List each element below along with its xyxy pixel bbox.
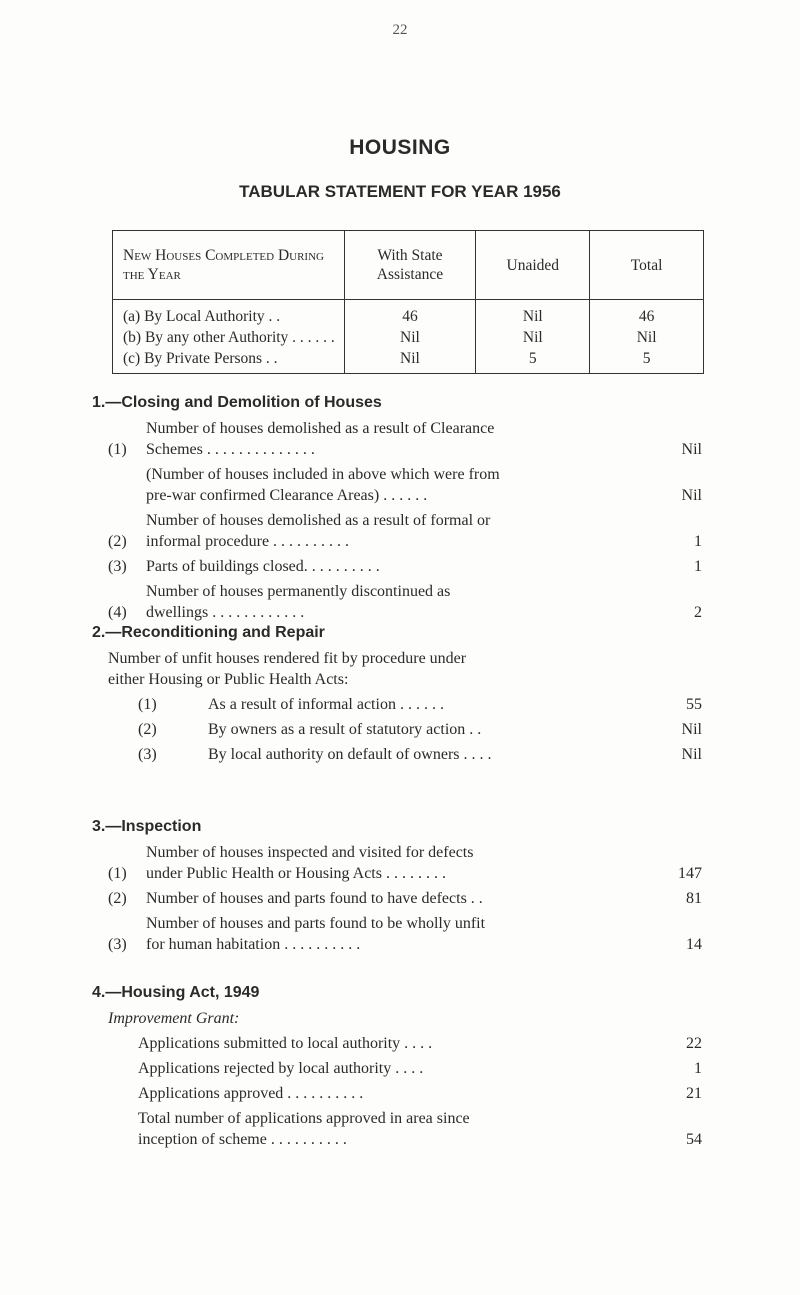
item-number: (1): [138, 696, 157, 713]
item-text: Number of houses demolished as a result of formal or informal procedure . . . . . . . . . .: [146, 512, 491, 550]
item-value: Nil: [681, 487, 702, 504]
item-text: Total number of applications approved in area since inception of scheme . . . . . . . . . .: [138, 1110, 470, 1148]
item-text: By local authority on default of owners . . . .: [208, 746, 492, 763]
row-label: (a) By Local Authority . .: [113, 300, 345, 328]
cell-total: Nil: [590, 327, 704, 348]
item-text: Applications submitted to local authority . . . .: [138, 1035, 433, 1052]
cell-total: 46: [590, 300, 704, 328]
page-subtitle: TABULAR STATEMENT FOR YEAR 1956: [239, 182, 561, 201]
item-value: 54: [686, 1131, 702, 1148]
item-value: 147: [678, 865, 702, 882]
item-value: 22: [686, 1035, 702, 1052]
item-text: Number of houses and parts found to be wholly unfit for human habitation . . . . . . . . . .: [146, 915, 486, 953]
section-heading: 2.—Reconditioning and Repair: [92, 624, 325, 641]
item-text: (Number of houses included in above which were from pre-war confirmed Clearance Areas) . . . . . .: [146, 466, 500, 504]
item-value: 21: [686, 1085, 702, 1102]
item-value: 2: [694, 604, 702, 621]
item-text: By owners as a result of statutory action . .: [208, 721, 482, 738]
header-state-assistance: With State Assistance: [344, 231, 476, 300]
list-item: [92, 464, 702, 506]
item-text: Parts of buildings closed. . . . . . . . . .: [146, 558, 380, 575]
item-text: Applications approved . . . . . . . . . .: [138, 1085, 364, 1102]
page-number: 22: [392, 22, 408, 38]
cell-total: 5: [590, 348, 704, 374]
header-new-houses: New Houses Completed During the Year: [113, 231, 345, 300]
item-text: Applications rejected by local authority . . . .: [138, 1060, 424, 1077]
list-item: [92, 1033, 702, 1054]
table-header-row: [113, 231, 704, 300]
cell-unaided: 5: [476, 348, 590, 374]
page-title: HOUSING: [349, 136, 451, 159]
list-item: [92, 556, 702, 577]
item-number: (3): [108, 936, 127, 953]
header-total: Total: [590, 231, 704, 300]
item-value: 1: [694, 533, 702, 550]
section-intro: Number of unfit houses rendered fit by procedure under either Housing or Public Health Acts:: [108, 650, 467, 688]
section-subheading: Improvement Grant:: [108, 1010, 240, 1027]
item-value: Nil: [681, 441, 702, 458]
item-value: 1: [694, 558, 702, 575]
section-heading: 3.—Inspection: [92, 818, 202, 835]
item-number: (2): [108, 533, 127, 550]
section-heading: 4.—Housing Act, 1949: [92, 984, 260, 1001]
list-item: [92, 1058, 702, 1079]
item-value: Nil: [681, 721, 702, 738]
list-item: [92, 581, 702, 623]
section-housing-act: [92, 984, 702, 1154]
item-number: (3): [108, 558, 127, 575]
cell-state: 46: [344, 300, 476, 328]
list-item: [92, 842, 702, 884]
table-row: [113, 348, 704, 374]
table-row: [113, 300, 704, 328]
list-item: [92, 510, 702, 552]
item-text: Number of houses demolished as a result of Clearance Schemes . . . . . . . . . . . . . .: [146, 420, 495, 458]
item-text: As a result of informal action . . . . . .: [208, 696, 444, 713]
section-reconditioning-repair: [92, 624, 702, 769]
section-inspection: [92, 818, 702, 959]
new-houses-table: [112, 230, 704, 374]
list-item: [92, 1083, 702, 1104]
item-value: 1: [694, 1060, 702, 1077]
list-item: [92, 744, 702, 765]
list-item: [92, 888, 702, 909]
table-row: [113, 327, 704, 348]
section-heading: 1.—Closing and Demolition of Houses: [92, 394, 382, 411]
item-number: (1): [108, 441, 127, 458]
item-text: Number of houses inspected and visited for defects under Public Health or Housing Acts . . . . . . . .: [146, 844, 474, 882]
cell-unaided: Nil: [476, 327, 590, 348]
list-item: [92, 418, 702, 460]
item-value: 14: [686, 936, 702, 953]
cell-unaided: Nil: [476, 300, 590, 328]
item-number: (4): [108, 604, 127, 621]
item-number: (2): [138, 721, 157, 738]
item-number: (2): [108, 890, 127, 907]
item-value: 55: [686, 696, 702, 713]
row-label: (c) By Private Persons . .: [113, 348, 345, 374]
item-text: Number of houses and parts found to have defects . .: [146, 890, 483, 907]
row-label: (b) By any other Authority . . . . . .: [113, 327, 345, 348]
list-item: [92, 1108, 702, 1150]
cell-state: Nil: [344, 327, 476, 348]
item-value: 81: [686, 890, 702, 907]
item-number: (3): [138, 746, 157, 763]
item-number: (1): [108, 865, 127, 882]
list-item: [92, 694, 702, 715]
list-item: [92, 913, 702, 955]
item-value: Nil: [681, 746, 702, 763]
cell-state: Nil: [344, 348, 476, 374]
header-unaided: Unaided: [476, 231, 590, 300]
item-text: Number of houses permanently discontinued as dwellings . . . . . . . . . . . .: [146, 583, 451, 621]
list-item: [92, 719, 702, 740]
section-closing-demolition: [92, 394, 702, 627]
